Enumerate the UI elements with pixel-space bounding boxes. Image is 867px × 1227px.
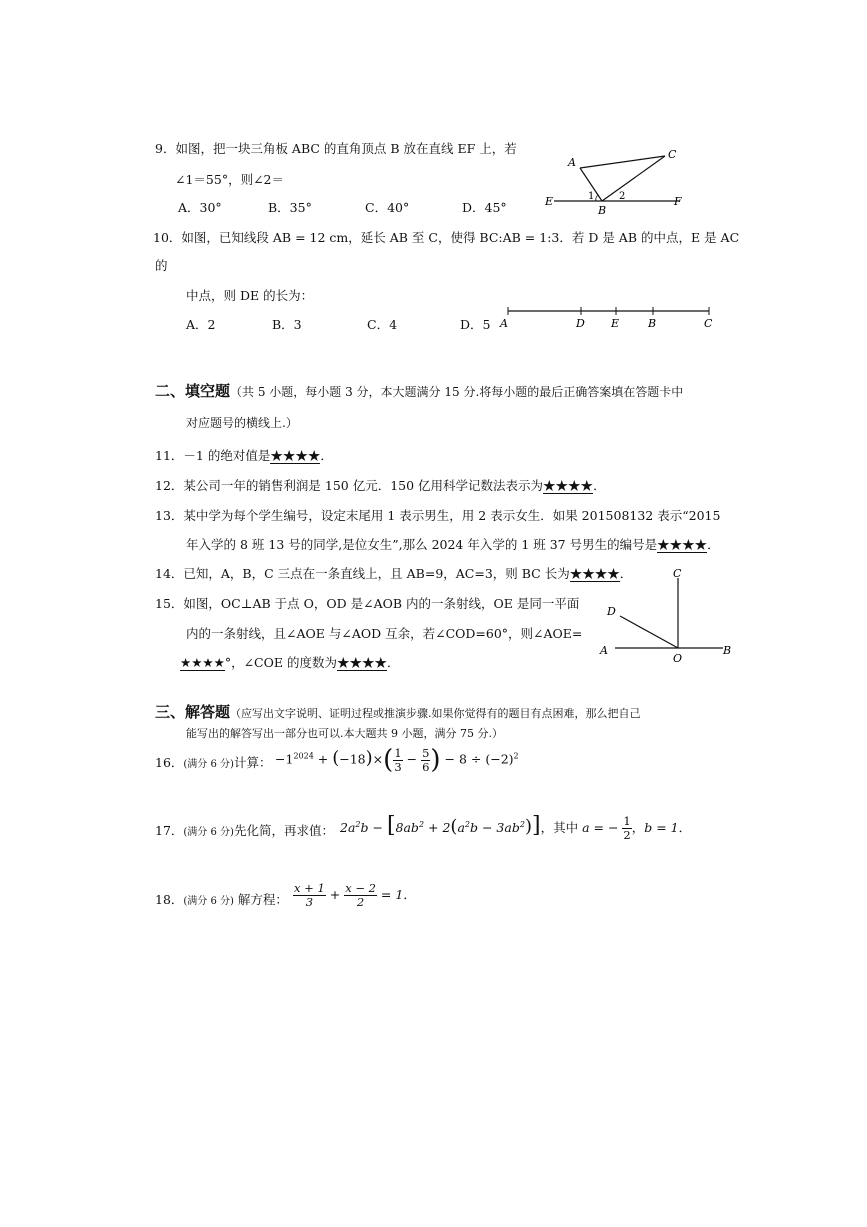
q12 — [155, 478, 606, 494]
q13-blank: ★★★★ — [657, 537, 708, 552]
q17-sep: ， — [631, 820, 645, 835]
q17-label: 17． — [155, 823, 184, 838]
q10-option-d: D．5 — [460, 317, 491, 332]
label-o: O — [673, 652, 683, 665]
section3-desc1: （应写出文字说明、证明过程或推演步骤.如果你觉得有的题目有点困难，那么把自己 — [230, 707, 641, 720]
section2-desc2: 对应题号的横线上.） — [186, 416, 298, 430]
q18-points: (满分 6 分) — [183, 896, 234, 907]
q15-mid: °，∠COE 的度数为 — [224, 655, 337, 670]
q15-end: ． — [386, 655, 400, 670]
q17-cond: ，其中 — [540, 820, 579, 835]
q16 — [155, 755, 271, 773]
label-b: B — [598, 204, 607, 217]
q18-end: ． — [403, 887, 416, 902]
q14-end: ． — [619, 566, 633, 581]
q15-line1: 15．如图，OC⊥AB 于点 O，OD 是∠AOB 内的一条射线，OE 是同一平面 — [155, 596, 580, 611]
q16-expression: $-1^{2024} + (-18)\times$( $\frac{1}{3}$ − $\frac{5}{6}$ ) − $8 \div (-2)^2$ — [275, 745, 519, 775]
label-a: A — [568, 156, 576, 169]
label-d: D — [607, 605, 616, 618]
label-d: D — [576, 317, 585, 330]
label-a: A — [500, 317, 508, 330]
q17-points: (满分 6 分) — [183, 827, 234, 838]
q16-points: (满分 6 分) — [183, 759, 234, 770]
side-bc — [602, 156, 665, 201]
q15-blank1: ★★★★ — [180, 655, 225, 670]
q10-option-a: A．2 — [186, 317, 216, 332]
section3-desc2: 能写出的解答写出一部分也可以.本大题共 9 小题，满分 75 分.） — [186, 727, 503, 740]
q15-line3 — [180, 655, 400, 671]
section2-heading: 二、填空题 — [155, 382, 231, 400]
label-f: F — [674, 195, 682, 208]
section2-desc1: （共 5 小题，每小题 3 分，本大题满分 15 分.将每小题的最后正确答案填在答题卡中 — [230, 385, 684, 399]
q9-line2: ∠1＝55°，则∠2＝ — [175, 172, 285, 187]
q13-line2 — [186, 537, 720, 553]
q10-figure — [495, 302, 720, 332]
label-e: E — [611, 317, 620, 330]
q16-text: 计算： — [233, 755, 272, 770]
q12-text: 12．某公司一年的销售利润是 150 亿元．150 亿用科学记数法表示为 — [155, 478, 544, 493]
q17-end: ． — [678, 820, 692, 835]
q11-end: ． — [320, 448, 333, 463]
q10-line3: 中点，则 DE 的长为： — [186, 288, 314, 303]
q9-option-c: C．40° — [365, 200, 410, 215]
q14-text: 14．已知，A，B，C 三点在一条直线上，且 AB=9，AC=3，则 BC 长为 — [155, 566, 570, 581]
q12-end: ． — [593, 478, 606, 493]
angle-1-arc — [596, 195, 598, 201]
q9-figure — [540, 140, 700, 220]
q17 — [155, 823, 334, 841]
q11-blank: ★★★★ — [270, 448, 321, 463]
q15-blank2: ★★★★ — [336, 655, 387, 670]
q13-line1: 13．某中学为每个学生编号，设定末尾用 1 表示男生，用 2 表示女生．如果 201508132 表示“2015 — [155, 508, 721, 523]
q18 — [155, 892, 288, 910]
label-a: A — [600, 644, 608, 657]
q10-line2: 的 — [155, 258, 168, 273]
label-b: B — [648, 317, 657, 330]
label-e: E — [545, 195, 554, 208]
label-angle-1: 1 — [588, 191, 595, 202]
q11-text: 11．－1 的绝对值是 — [155, 448, 271, 463]
q12-blank: ★★★★ — [543, 478, 594, 493]
section3-title — [155, 704, 641, 722]
label-c: C — [673, 567, 682, 580]
q9-option-a: A．30° — [178, 200, 222, 215]
ray-od — [620, 616, 678, 648]
q15-figure — [595, 562, 740, 667]
q14 — [155, 566, 632, 582]
q18-text: 解方程： — [233, 892, 288, 907]
label-angle-2: 2 — [619, 191, 626, 202]
q9-option-b: B．35° — [268, 200, 312, 215]
q13-end: ． — [707, 537, 720, 552]
q11 — [155, 448, 333, 464]
q9-option-d: D．45° — [462, 200, 507, 215]
q13-text: 年入学的 8 班 13 号的同学,是位女生”,那么 2024 年入学的 1 班 37 号男生的编号是 — [186, 537, 658, 552]
label-b: B — [723, 644, 732, 657]
section2-title — [155, 383, 683, 400]
q17-expression: $2a^2b - [8ab^2 + 2(a^2b - 3ab^2)]$，其中 a = − $\frac{1}{2}$ ，b = 1． — [340, 813, 692, 842]
q18-expression: $\frac{x + 1}{3}$ + $\frac{x - 2}{2}$ = 1． — [294, 881, 416, 909]
q10-line1: 10．如图，已知线段 AB = 12 cm，延长 AB 至 C，使得 BC:AB = 1:3．若 D 是 AB 的中点，E 是 AC — [153, 230, 740, 245]
q18-label: 18． — [155, 892, 184, 907]
q16-label: 16． — [155, 755, 184, 770]
q9-line1: 9．如图，把一块三角板 ABC 的直角顶点 B 放在直线 EF 上，若 — [155, 141, 517, 156]
q15-line2: 内的一条射线，且∠AOE 与∠AOD 互余，若∠COD=60°，则∠AOE= — [186, 626, 583, 641]
label-c: C — [704, 317, 713, 330]
section3-heading: 三、解答题 — [155, 703, 231, 721]
label-c: C — [668, 148, 677, 161]
side-ac — [580, 156, 665, 168]
q10-option-c: C．4 — [367, 317, 398, 332]
q17-text: 先化简，再求值： — [233, 823, 334, 838]
q10-option-b: B．3 — [272, 317, 302, 332]
q14-blank: ★★★★ — [569, 566, 620, 581]
